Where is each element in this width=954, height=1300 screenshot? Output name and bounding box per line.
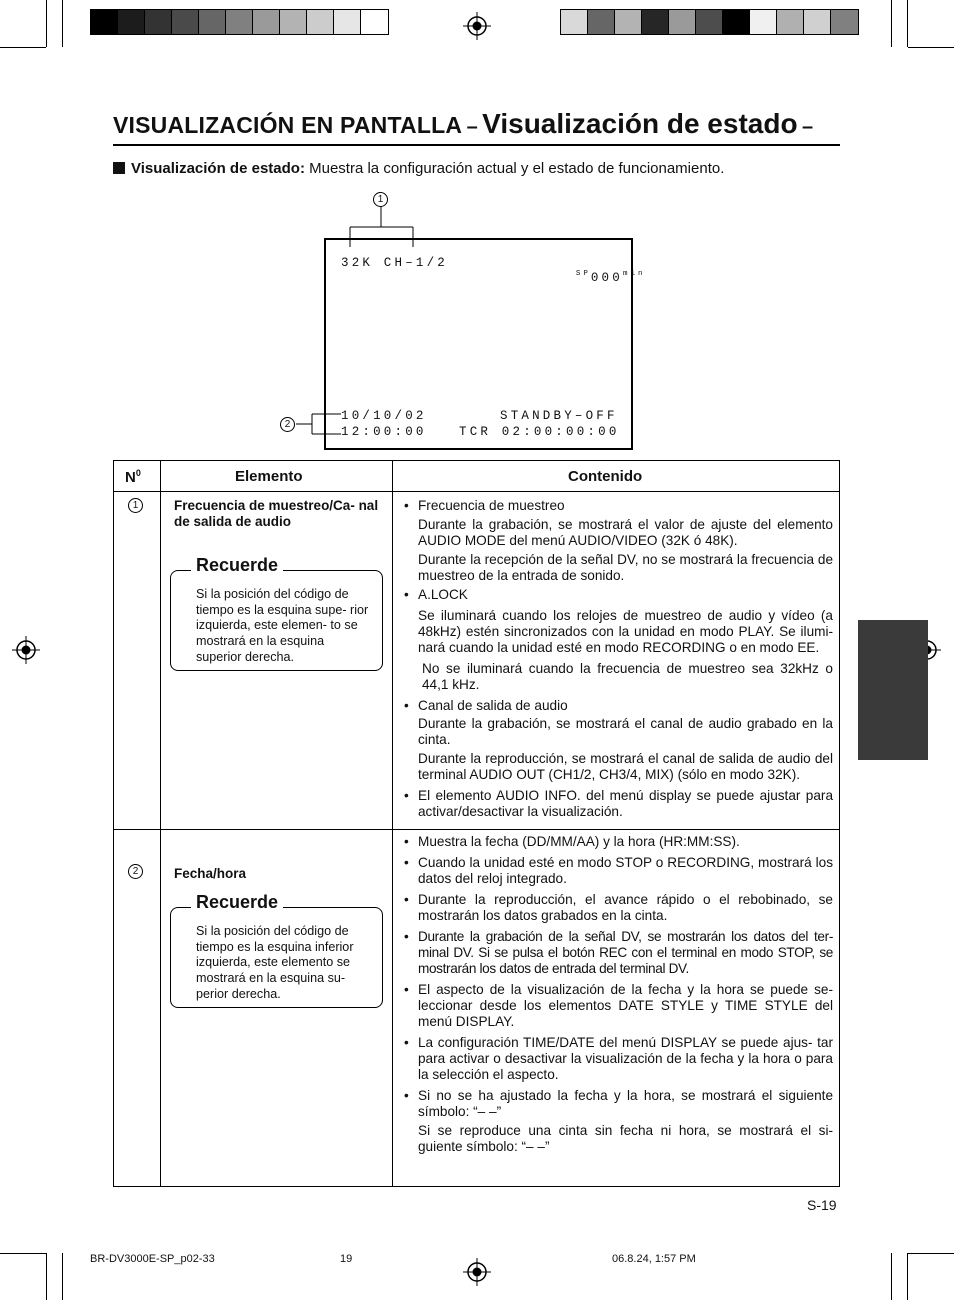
- color-swatch: [91, 10, 118, 34]
- color-bar-left: [90, 9, 389, 35]
- screen-min: min: [622, 270, 646, 278]
- crop-mark: [46, 0, 47, 47]
- row-number: 2: [128, 864, 143, 879]
- color-swatch: [253, 10, 280, 34]
- color-swatch: [804, 10, 831, 34]
- crop-mark: [0, 1253, 46, 1254]
- crop-mark: [891, 1253, 892, 1300]
- element-name: Frecuencia de muestreo/Ca- nal de salida de audio: [174, 498, 379, 529]
- header-no-sup: 0: [135, 468, 141, 478]
- crop-mark: [907, 0, 908, 47]
- header-no-text: N: [125, 469, 136, 486]
- table-divider: [114, 829, 839, 830]
- footer-file: BR-DV3000E-SP_p02-33: [90, 1253, 215, 1265]
- content-paragraph: No se iluminará cuando la frecuencia de muestreo sea 32kHz o 44,1 kHz.: [422, 661, 833, 692]
- title-dash-end: –: [802, 116, 814, 138]
- content-paragraph: Durante la grabación, se mostrará el canal de audio grabado en la cinta.: [418, 716, 833, 747]
- content-bullet: • El elemento AUDIO INFO. del menú display se puede ajustar para activar/desactivar la visualización.: [403, 788, 833, 820]
- header-content: Contenido: [568, 468, 643, 485]
- color-swatch: [615, 10, 642, 34]
- color-swatch: [831, 10, 858, 34]
- content-bullet: • Cuando la unidad esté en modo STOP o RECORDING, mostrará los datos del reloj integrado.: [403, 855, 833, 887]
- screen-standby: STANDBY–OFF: [500, 409, 618, 423]
- status-screen: [324, 238, 646, 450]
- color-bar-right: [560, 9, 859, 35]
- crop-mark: [62, 1253, 63, 1300]
- callout-2: 2: [280, 417, 295, 432]
- content-bullet: • Muestra la fecha (DD/MM/AA) y la hora (HR:MM:SS).: [403, 834, 833, 850]
- crop-mark: [908, 1253, 954, 1254]
- info-table: [113, 460, 840, 1187]
- content-cell: [403, 498, 833, 820]
- square-bullet-icon: [113, 162, 125, 174]
- recuerde-text: Si la posición del código de tiempo es la esquina supe- rior izquierda, este elemen- to se mostrará en la esquina superior derecha.: [196, 587, 369, 664]
- recuerde-title: Recuerde: [191, 558, 283, 574]
- color-swatch: [361, 10, 388, 34]
- color-swatch: [145, 10, 172, 34]
- table-divider: [160, 461, 161, 1186]
- subtitle-text: Muestra la configuración actual y el estado de funcionamiento.: [309, 160, 725, 177]
- content-paragraph: Se iluminará cuando los relojes de muestreo de audio y vídeo (a 48kHz) estén sincronizados con la unidad en modo PLAY. Se ilumi- nará cuando la unidad esté en modo RECORDING o en modo EE.: [418, 608, 833, 655]
- recuerde-box: [170, 555, 383, 671]
- screen-time: 12:00:00: [341, 425, 427, 439]
- crop-mark: [891, 0, 892, 47]
- table-divider: [392, 461, 393, 1186]
- content-bullet: • Durante la grabación de la señal DV, se mostrarán los datos del ter- minal DV. Si se pulsa el botón REC con el terminal en modo STOP, se mostrarán los datos de entrada del terminal DV.: [403, 929, 833, 977]
- color-swatch: [750, 10, 777, 34]
- color-swatch: [334, 10, 361, 34]
- crop-mark: [0, 47, 46, 48]
- callout-1: 1: [373, 192, 388, 207]
- table-divider: [114, 491, 839, 492]
- registration-mark-icon: [463, 12, 491, 40]
- color-swatch: [226, 10, 253, 34]
- recuerde-title: Recuerde: [191, 895, 283, 911]
- footer-page: 19: [340, 1253, 353, 1265]
- crop-mark: [907, 1253, 908, 1300]
- screen-tcr: TCR 02:00:00:00: [459, 425, 620, 439]
- recuerde-text: Si la posición del código de tiempo es la esquina inferior izquierda, este elemento se mostrará en la esquina su- perior derecha.: [196, 924, 354, 1001]
- recuerde-box: [170, 892, 383, 1008]
- color-swatch: [642, 10, 669, 34]
- color-swatch: [588, 10, 615, 34]
- color-swatch: [118, 10, 145, 34]
- color-swatch: [696, 10, 723, 34]
- page-title: [113, 108, 840, 140]
- content-bullet: • La configuración TIME/DATE del menú DISPLAY se puede ajus- tar para activar o desactivar la visualización de la fecha y la hora o para la selección el aspecto.: [403, 1035, 833, 1083]
- header-element: Elemento: [235, 468, 303, 485]
- registration-mark-icon: [12, 636, 40, 664]
- row-number: 1: [128, 498, 143, 513]
- screen-date: 10/10/02: [341, 409, 427, 423]
- content-paragraph: Durante la reproducción, se mostrará el canal de salida de audio del terminal AUDIO OUT (CH1/2, CH3/4, MIX) (sólo en modo 32K).: [418, 751, 833, 782]
- color-swatch: [561, 10, 588, 34]
- subtitle-bold: Visualización de estado:: [131, 160, 305, 177]
- color-swatch: [723, 10, 750, 34]
- content-cell: [403, 834, 833, 1155]
- color-swatch: [280, 10, 307, 34]
- side-tab: [858, 620, 928, 760]
- content-bullet: • A.LOCK: [403, 587, 833, 603]
- registration-mark-icon: [463, 1258, 491, 1286]
- footer-date: 06.8.24, 1:57 PM: [612, 1253, 696, 1265]
- color-swatch: [172, 10, 199, 34]
- screen-top-left: 32K CH–1/2: [341, 256, 449, 270]
- color-swatch: [199, 10, 226, 34]
- content-paragraph: Durante la grabación, se mostrará el valor de ajuste del elemento AUDIO MODE del menú AUDIO/VIDEO (32K ó 48K).: [418, 517, 833, 548]
- content-bullet: • Durante la reproducción, el avance rápido o el rebobinado, se mostrarán los datos grabados en la cinta.: [403, 892, 833, 924]
- crop-mark: [46, 1253, 47, 1300]
- content-paragraph: Durante la recepción de la señal DV, no se mostrará la frecuencia de muestreo de la entrada de sonido.: [418, 552, 833, 583]
- screen-counter: [533, 256, 645, 299]
- content-bullet: • Si no se ha ajustado la fecha y la hora, se mostrará el siguiente símbolo: “– –”: [403, 1088, 833, 1120]
- title-caps: VISUALIZACIÓN EN PANTALLA: [113, 112, 463, 138]
- crop-mark: [62, 0, 63, 47]
- page-number: S-19: [807, 1197, 837, 1213]
- content-bullet: • El aspecto de la visualización de la fecha y la hora se puede se- leccionar desde los elementos DATE STYLE y TIME STYLE del menú DISPLAY.: [403, 982, 833, 1030]
- screen-counter-value: 000: [590, 271, 623, 285]
- section-subtitle: [113, 160, 724, 177]
- title-main: Visualización de estado: [482, 108, 798, 139]
- color-swatch: [307, 10, 334, 34]
- element-name: Fecha/hora: [174, 866, 247, 881]
- title-dash: –: [466, 116, 478, 138]
- title-rule: [113, 144, 840, 146]
- content-paragraph: Si se reproduce una cinta sin fecha ni hora, se mostrará el si- guiente símbolo: “– –”: [418, 1123, 833, 1154]
- content-bullet: • Frecuencia de muestreo: [403, 498, 833, 514]
- header-no: [125, 468, 141, 486]
- screen-sp: SP: [575, 270, 591, 278]
- content-bullet: • Canal de salida de audio: [403, 698, 833, 714]
- color-swatch: [669, 10, 696, 34]
- color-swatch: [777, 10, 804, 34]
- crop-mark: [908, 47, 954, 48]
